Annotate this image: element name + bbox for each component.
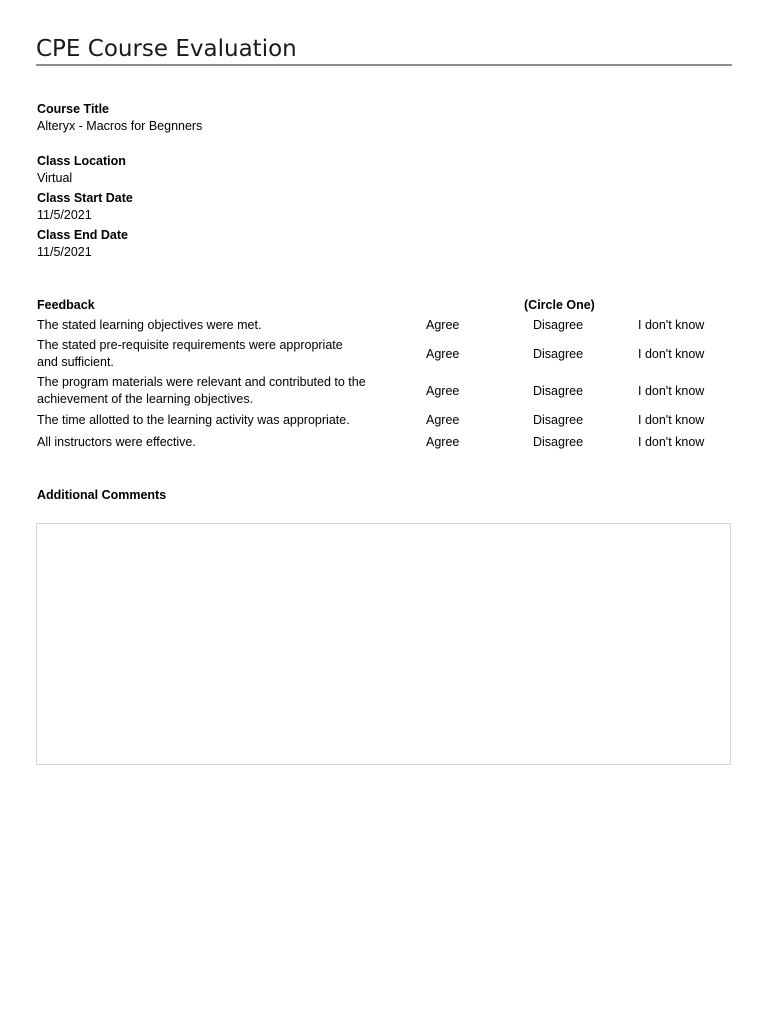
feedback-statement: The time allotted to the learning activity was appropriate. — [37, 413, 350, 427]
feedback-row — [37, 337, 737, 371]
feedback-row — [37, 374, 737, 408]
option-disagree[interactable]: Disagree — [533, 384, 584, 398]
feedback-row — [37, 317, 737, 334]
option-disagree[interactable]: Disagree — [533, 413, 584, 427]
class-location-value: Virtual — [37, 171, 73, 185]
course-title-value: Alteryx - Macros for Begnners — [37, 119, 203, 133]
option-dont-know[interactable]: I don't know — [638, 435, 705, 449]
class-end-date-field — [37, 227, 128, 261]
title-divider — [36, 64, 732, 66]
course-title-label: Course Title — [37, 102, 110, 116]
feedback-row — [37, 412, 737, 429]
class-location-field — [37, 153, 126, 187]
class-start-date-value: 11/5/2021 — [37, 208, 92, 222]
option-disagree[interactable]: Disagree — [533, 318, 584, 332]
option-agree[interactable]: Agree — [426, 413, 460, 427]
course-title-field — [37, 101, 202, 135]
class-start-date-field — [37, 190, 133, 224]
option-dont-know[interactable]: I don't know — [638, 413, 705, 427]
circle-one-header: (Circle One) — [524, 298, 595, 312]
feedback-statement: The stated pre-requisite requirements were appropriate and sufficient. — [37, 338, 343, 369]
option-dont-know[interactable]: I don't know — [638, 347, 705, 361]
class-start-date-label: Class Start Date — [37, 191, 133, 205]
additional-comments-label: Additional Comments — [37, 488, 167, 502]
feedback-header: Feedback — [37, 298, 95, 312]
option-agree[interactable]: Agree — [426, 435, 460, 449]
additional-comments-field[interactable] — [36, 523, 731, 765]
option-agree[interactable]: Agree — [426, 347, 460, 361]
class-end-date-label: Class End Date — [37, 228, 129, 242]
feedback-statement: The stated learning objectives were met. — [37, 318, 262, 332]
option-dont-know[interactable]: I don't know — [638, 384, 705, 398]
class-end-date-value: 11/5/2021 — [37, 245, 92, 259]
option-agree[interactable]: Agree — [426, 384, 460, 398]
option-agree[interactable]: Agree — [426, 318, 460, 332]
option-disagree[interactable]: Disagree — [533, 435, 584, 449]
feedback-statement: The program materials were relevant and contributed to the achievement of the learning objectives. — [37, 375, 366, 406]
page-title: CPE Course Evaluation — [36, 36, 297, 62]
option-disagree[interactable]: Disagree — [533, 347, 584, 361]
option-dont-know[interactable]: I don't know — [638, 318, 705, 332]
feedback-row — [37, 434, 737, 451]
feedback-statement: All instructors were effective. — [37, 435, 196, 449]
class-location-label: Class Location — [37, 154, 126, 168]
